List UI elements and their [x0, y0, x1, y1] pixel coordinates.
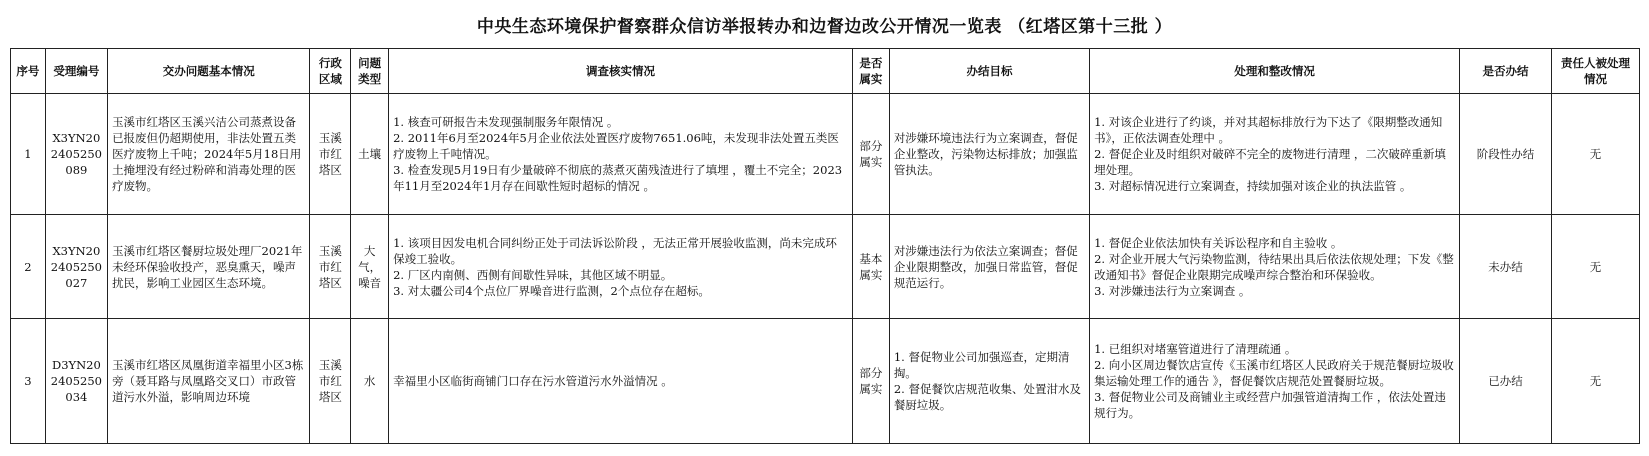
- rectification-item: 3. 督促物业公司及商铺业主或经营户加强管道清掏工作 ，依法处置违规行为。: [1094, 390, 1446, 420]
- rectification-item: 2. 督促企业及时组织对破碎不完全的废物进行清理 ，二次破碎重新填埋处理。: [1094, 147, 1446, 177]
- goal-item: 2. 督促餐饮店规范收集、处置泔水及餐厨垃圾。: [893, 382, 1081, 412]
- cell-accountability: 无: [1552, 215, 1640, 319]
- cell-verified: 基本属实: [853, 215, 890, 319]
- cell-goal: 对涉嫌违法行为依法立案调查；督促企业限期整改，加强日常监管，督促规范运行。: [889, 215, 1089, 319]
- cell-seq: 2: [11, 215, 46, 319]
- table-row: [11, 319, 1640, 444]
- header-district: 行政区域: [310, 49, 351, 94]
- rectification-item: 1. 已组织对堵塞管道进行了清理疏通 。: [1094, 342, 1297, 356]
- header-investigation: 调查核实情况: [389, 49, 853, 94]
- cell-issue: 玉溪市红塔区玉溪兴洁公司蒸煮设备已报废但仍超期使用，非法处置五类医疗废物上千吨；2024年5月18日用土掩埋没有经过粉碎和消毒处理的医疗废物。: [108, 94, 310, 215]
- cell-verified: 部分属实: [853, 94, 890, 215]
- cell-case-no: X3YN202405250089: [45, 94, 107, 215]
- cell-case-no: D3YN202405250034: [45, 319, 107, 444]
- goal-item: 1. 督促物业公司加强巡查，定期清掏。: [893, 350, 1070, 380]
- cell-issue: 玉溪市红塔区餐厨垃圾处理厂2021年未经环保验收投产，恶臭熏天，噪声扰民，影响工业园区生态环境。: [108, 215, 310, 319]
- cell-accountability: 无: [1552, 94, 1640, 215]
- cell-closed: 阶段性办结: [1460, 94, 1552, 215]
- cell-closed: 未办结: [1460, 215, 1552, 319]
- report-table: [10, 48, 1640, 444]
- investigation-item: 3. 检查发现5月19日有少量破碎不彻底的蒸煮灭菌残渣进行了填埋 ，覆土不完全；2023年11月至2024年1月存在间歇性短时超标的情况 。: [393, 163, 843, 193]
- rectification-item: 1. 对该企业进行了约谈，并对其超标排放行为下达了《限期整改通知书》，正依法调查处理中 。: [1094, 115, 1443, 145]
- cell-accountability: 无: [1552, 319, 1640, 444]
- cell-investigation: [389, 319, 853, 444]
- rectification-item: 1. 督促企业依法加快有关诉讼程序和自主验收 。: [1094, 235, 1343, 250]
- header-closed: 是否办结: [1460, 49, 1552, 94]
- cell-type: 土壤: [351, 94, 389, 215]
- cell-investigation: [389, 215, 853, 319]
- cell-goal: 对涉嫌环境违法行为立案调查，督促企业整改，污染物达标排放；加强监管执法。: [889, 94, 1089, 215]
- cell-issue: 玉溪市红塔区凤凰街道幸福里小区3栋旁（聂耳路与凤凰路交叉口）市政管道污水外溢，影响周边环境: [108, 319, 310, 444]
- header-seq: 序号: [11, 49, 46, 94]
- cell-seq: 3: [11, 319, 46, 444]
- cell-district: 玉溪市红塔区: [310, 94, 351, 215]
- cell-district: 玉溪市红塔区: [310, 215, 351, 319]
- cell-rectification: [1090, 94, 1460, 215]
- rectification-item: 2. 对企业开展大气污染物监测，待结果出具后依法依规处理；下发《整改通知书》督促企业限期完成噪声综合整治和环保验收。: [1094, 251, 1454, 282]
- rectification-item: 2. 向小区周边餐饮店宣传《玉溪市红塔区人民政府关于规范餐厨垃圾收集运输处理工作的通告 》，督促餐饮店规范处置餐厨垃圾。: [1094, 358, 1454, 388]
- header-case-no: 受理编号: [45, 49, 107, 94]
- cell-district: 玉溪市红塔区: [310, 319, 351, 444]
- header-accountability: 责任人被处理情况: [1552, 49, 1640, 94]
- cell-rectification: [1090, 215, 1460, 319]
- header-row: [11, 49, 1640, 94]
- cell-type: 水: [351, 319, 389, 444]
- header-issue: 交办问题基本情况: [108, 49, 310, 94]
- header-rectification: 处理和整改情况: [1090, 49, 1460, 94]
- investigation-item: 1. 该项目因发电机合同纠纷正处于司法诉讼阶段 ，无法正常开展验收监测，尚未完成环保竣工验收。: [393, 235, 837, 266]
- cell-type: 大气，噪音: [351, 215, 389, 319]
- cell-verified: 部分属实: [853, 319, 890, 444]
- header-type: 问题类型: [351, 49, 389, 94]
- investigation-item: 1. 核查可研报告未发现强制服务年限情况 。: [393, 115, 619, 129]
- cell-investigation: [389, 94, 853, 215]
- investigation-item: 3. 对太疆公司4个点位厂界噪音进行监测，2个点位存在超标。: [393, 283, 710, 298]
- rectification-item: 3. 对涉嫌违法行为立案调查 。: [1094, 283, 1251, 298]
- header-goal: 办结目标: [889, 49, 1089, 94]
- rectification-item: 3. 对超标情况进行立案调查，持续加强对该企业的执法监管 。: [1094, 179, 1412, 193]
- cell-seq: 1: [11, 94, 46, 215]
- cell-rectification: [1090, 319, 1460, 444]
- cell-closed: 已办结: [1460, 319, 1552, 444]
- investigation-item: 幸福里小区临街商铺门口存在污水管道污水外溢情况 。: [393, 374, 673, 388]
- table-row: [11, 215, 1640, 319]
- header-verified: 是否属实: [853, 49, 890, 94]
- table-row: [11, 94, 1640, 215]
- investigation-item: 2. 2011年6月至2024年5月企业依法处置医疗废物7651.06吨，未发现非法处置五类医疗废物上千吨情况。: [393, 131, 839, 161]
- cell-goal: [889, 319, 1089, 444]
- page-title: 中央生态环境保护督察群众信访举报转办和边督边改公开情况一览表 （红塔区第十三批 ）: [476, 17, 1173, 37]
- investigation-item: 2. 厂区内南侧、西侧有间歇性异味，其他区域不明显。: [393, 267, 673, 282]
- cell-case-no: X3YN202405250027: [45, 215, 107, 319]
